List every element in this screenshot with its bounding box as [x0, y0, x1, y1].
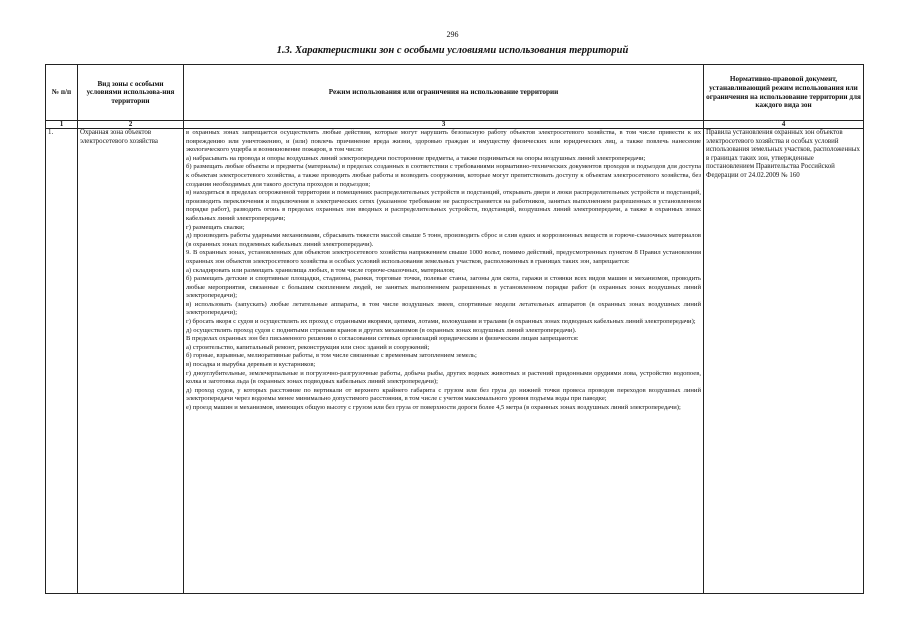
regime-paragraph: а) строительство, капитальный ремонт, реконструкция или снос зданий и сооружений;: [186, 343, 430, 351]
column-number: 3: [184, 121, 704, 129]
document-cell: Правила установления охранных зон объектов электросетевого хозяйства и особых условий использования земельных участков, расположенных в границах таких зон, утвержденные постановлением Правительства Российской Федерации от 24.02.2009 № 160: [704, 129, 864, 594]
regime-paragraph: д) проход судов, у которых расстояние по вертикали от верхнего крайнего габарита с грузом или без груза до нижней точки провеса проводов переходов воздушных линий электропередачи через водоемы менее минимально допустимого расстояния, в том числе с учетом максимального уровня подъема воды при паводке;: [186, 386, 701, 403]
header-regime: Режим использования или ограничения на использование территории: [184, 65, 704, 121]
header-document: Нормативно-правовой документ, устанавливающий режим использования или ограничения на использование территории для каждого вида зон: [704, 65, 864, 121]
regime-paragraph: г) размещать свалки;: [186, 223, 245, 231]
regime-paragraph: д) производить работы ударными механизмами, сбрасывать тяжести массой свыше 5 тонн, производить сброс и слив едких и коррозионных веществ и горюче-смазочных материалов (в охранных зонах подземных кабельных линий электропередачи).: [186, 232, 701, 248]
column-number: 2: [78, 121, 184, 129]
regime-paragraph: г) бросать якоря с судов и осуществлять их проход с отданными якорями, цепями, лотами, волокушами и тралами (в охранных зонах подводных кабельных линий электропередачи);: [186, 318, 696, 326]
regime-paragraph: г) дноуглубительные, землечерпальные и погрузочно-разгрузочные работы, добыча рыбы, других водных животных и растений придонными орудиями лова, устройство водопоев, колка и заготовка льда (в охранных зонах подводных кабельных линий электропередачи);: [186, 369, 701, 386]
zones-table: [45, 64, 864, 594]
regime-cell: [184, 129, 704, 594]
table-row: [46, 129, 864, 594]
regime-paragraph: в) посадка и вырубка деревьев и кустарников;: [186, 361, 316, 369]
regime-paragraph: д) осуществлять проход судов с поднятыми стрелами кранов и других механизмов (в охранных зонах воздушных линий электропередачи).: [186, 326, 577, 334]
regime-paragraph: 9. В охранных зонах, установленных для объектов электросетевого хозяйства напряжением свыше 1000 вольт, помимо действий, предусмотренных пунктом 8 Правил установления охранных зон объектов электросетевого хозяйства и особых условий использования земельных участков, расположенных в границах таких зон, запрещается:: [186, 249, 701, 265]
regime-paragraph: б) размещать детские и спортивные площадки, стадионы, рынки, торговые точки, полевые станы, загоны для скота, гаражи и стоянки всех видов машин и механизмов, проводить любые мероприятия, связанные с большим скоплением людей, не занятых выполнением разрешенных в установленном порядке работ (в охранных зонах воздушных линий электропередачи);: [186, 275, 701, 300]
page-title: 1.3. Характеристики зон с особыми условиями использования территорий: [276, 45, 629, 56]
regime-paragraph: в охранных зонах запрещается осуществлять любые действия, которые могут нарушить безопасную работу объектов электросетевого хозяйства, в том числе привести к их повреждению или уничтожению, и (или) повлечь причинение вреда жизни, здоровью граждан и имуществу физических или юридических лиц, а также повлечь нанесение экологического ущерба и возникновение пожаров, в том числе:: [186, 129, 701, 154]
column-number: 1: [46, 121, 78, 129]
table-header-row: [46, 65, 864, 121]
regime-paragraph: б) горные, взрывные, мелиоративные работы, в том числе связанные с временным затоплением земель;: [186, 352, 477, 360]
regime-paragraph: В пределах охранных зон без письменного решения о согласовании сетевых организаций юридическим и физическим лицам запрещаются:: [186, 335, 579, 343]
regime-paragraph: е) проезд машин и механизмов, имеющих общую высоту с грузом или без груза от поверхности дороги более 4,5 метра (в охранных зонах воздушных линий электропередачи);: [186, 404, 681, 411]
regime-paragraph: в) использовать (запускать) любые летательные аппараты, в том числе воздушных змеев, спортивные модели летательных аппаратов (в охранных зонах воздушных линий электропередачи);: [186, 300, 701, 317]
zone-type-cell: Охранная зона объектов электросетевого хозяйства: [78, 129, 184, 594]
column-numbers-row: [46, 121, 864, 129]
page-number: 296: [446, 30, 459, 39]
regime-paragraph: а) набрасывать на провода и опоры воздушных линий электропередачи посторонние предметы, а также подниматься на опоры воздушных линий электропередачи;: [186, 154, 646, 162]
row-number: 1.: [46, 129, 78, 594]
column-number: 4: [704, 121, 864, 129]
regime-paragraph: б) размещать любые объекты и предметы (материалы) в пределах созданных в соответствии с требованиями нормативно-технических документов проходов и подъездов для доступа к объектам электросетевого хозяйства, а также проводить любые работы и возводить сооружения, которые могут препятствовать доступу к объектам электросетевого хозяйства, без создания необходимых для такого доступа проходов и подъездов;: [186, 163, 701, 188]
header-zone-type: Вид зоны с особыми условиями использова-ния территории: [78, 65, 184, 121]
regime-paragraph: а) складировать или размещать хранилища любых, в том числе горюче-смазочных, материалов;: [186, 266, 455, 274]
regime-paragraph: в) находиться в пределах огороженной территории и помещениях распределительных устройств и подстанций, открывать двери и люки распределительных устройств и подстанций, производить переключения и подключения в электрических сетях (указанное требование не распространяется на работников, занятых выполнением разрешенных в установленном порядке работ), разводить огонь в пределах охранных зон вводных и распределительных устройств, подстанций, воздушных линий электропередачи, а также в охранных зонах кабельных линий электропередачи;: [186, 189, 701, 222]
header-number: № п/п: [46, 65, 78, 121]
